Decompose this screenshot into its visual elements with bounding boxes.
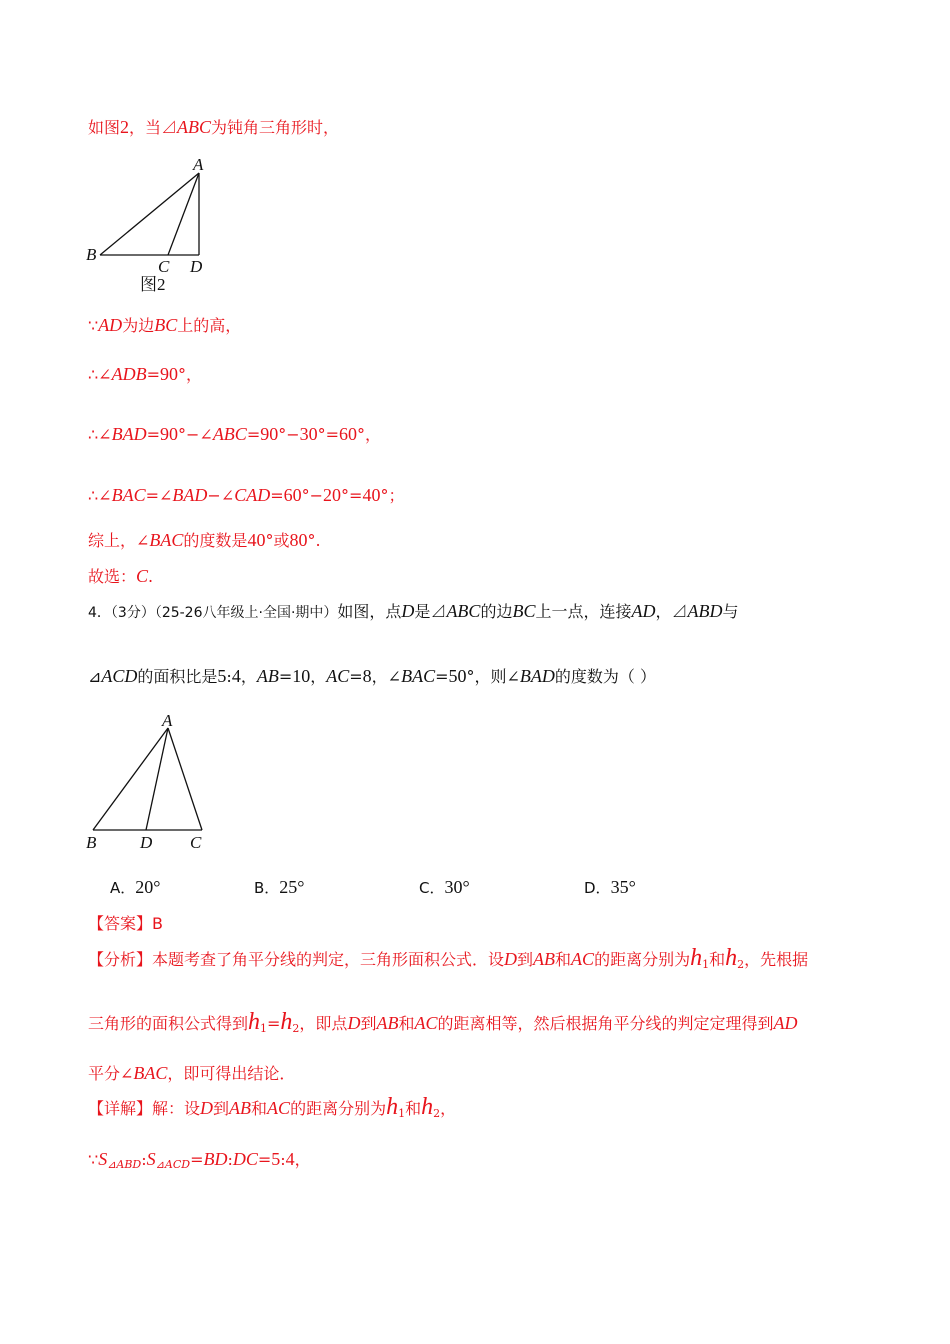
text-line-3: ∴∠ADB=90°， [88, 364, 203, 384]
question-4-line-2: ⊿ACD的面积比是5:4，AB=10，AC=8，∠BAC=50°，则∠BAD的度数为（ ） [88, 666, 657, 686]
detail-line-2: $\because S_{⊿ABD}:S_{⊿ACD}=BD:DC=5:4$， [88, 1149, 311, 1171]
q4-label-A: A [162, 711, 173, 730]
text-line-4: ∴∠BAD=90°−∠ABC=90°−30°=60°， [88, 424, 382, 444]
fig2-label-D: D [190, 257, 203, 276]
detail-line-1: 【详解】解：设D到AB和AC的距离分别为$h_1$和$h_2$， [88, 1094, 457, 1120]
text-line-5: ∴∠BAC=∠BAD−∠CAD=60°−20°=40°； [88, 485, 405, 505]
answer-line: 【答案】B [88, 914, 163, 933]
figure-q4-triangle [80, 708, 220, 858]
option-b-letter: B． [254, 879, 280, 897]
figure-2-triangle [80, 150, 230, 300]
option-d-value: 35° [610, 877, 636, 897]
text-line-1: 如图2，当⊿ABC为钝角三角形时， [88, 117, 340, 137]
option-b-value: 25° [279, 877, 305, 897]
fig2-label-B: B [86, 245, 97, 264]
fig2-label-C: C [158, 257, 170, 276]
analysis-line-3: 平分∠BAC，即可得出结论． [88, 1063, 296, 1083]
option-a-letter: A． [110, 879, 136, 897]
option-c-value: 30° [444, 877, 470, 897]
option-d[interactable] [584, 877, 636, 898]
option-b[interactable] [254, 877, 305, 898]
option-a-value: 20° [135, 877, 161, 897]
q4-label-C: C [190, 833, 202, 852]
option-d-letter: D． [584, 879, 611, 897]
analysis-line-1: 【分析】本题考查了角平分线的判定，三角形面积公式．设D到AB和AC的距离分别为$h_1$和$h_2$，先根据 [88, 945, 809, 971]
analysis-line-2: 三角形的面积公式得到$h_1=h_2$，即点D到AB和AC的距离相等，然后根据角平分线的判定定理得到AD [88, 1009, 798, 1035]
option-c-letter: C． [419, 879, 445, 897]
question-4-line-1: 4．（3分）（25-26八年级上·全国·期中）如图，点D是⊿ABC的边BC上一点，连接AD，⊿ABD与 [88, 601, 739, 621]
text-line-6: 综上，∠BAC的度数是40°或80°. [88, 530, 321, 550]
q4-label-D: D [140, 833, 153, 852]
option-a[interactable] [110, 877, 160, 898]
option-c[interactable] [419, 877, 470, 898]
text-line-2: ∵AD为边BC上的高， [88, 315, 242, 335]
text-line-7: 故选：C. [88, 566, 154, 586]
fig2-caption: 图2 [140, 275, 166, 294]
fig2-label-A: A [193, 155, 204, 174]
q4-label-B: B [86, 833, 97, 852]
